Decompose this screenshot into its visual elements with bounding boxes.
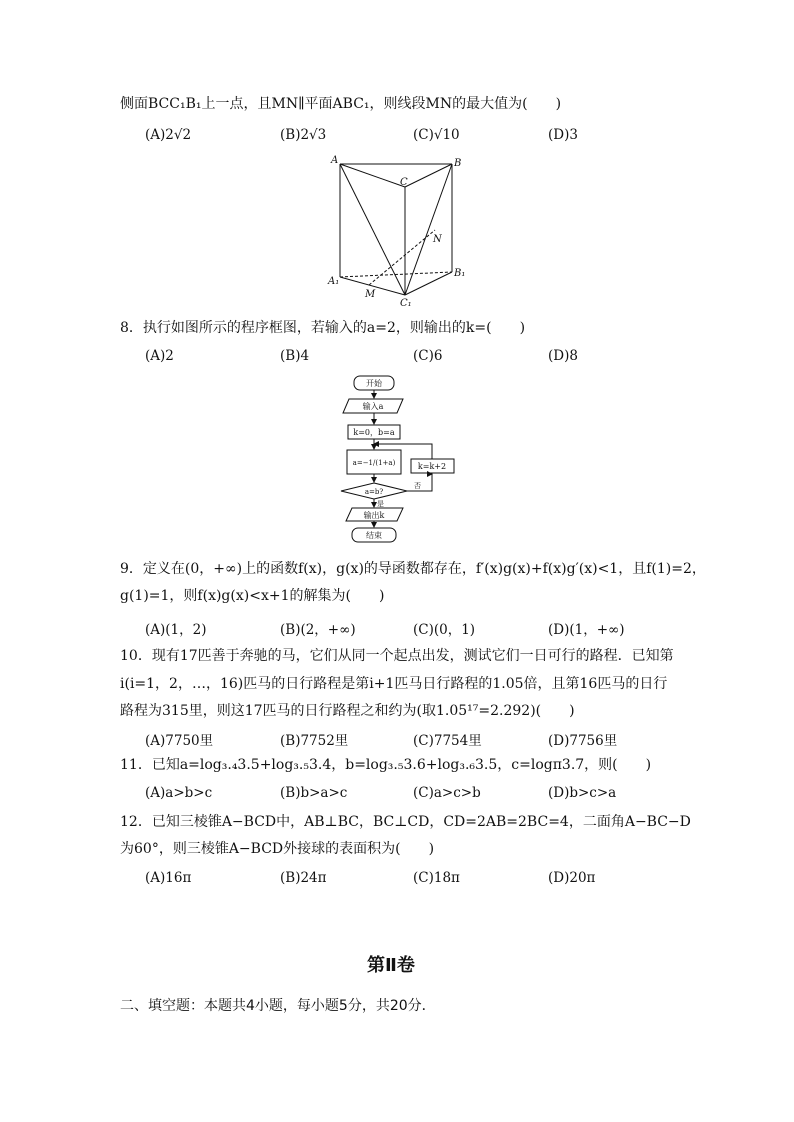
prism-figure bbox=[325, 152, 465, 312]
q12-option-c: (C)18π bbox=[413, 870, 460, 886]
q7-option-d: (D)3 bbox=[548, 127, 578, 143]
output-text: 输出k bbox=[363, 511, 385, 520]
yes-label: 是 bbox=[377, 500, 384, 508]
q9-option-b: (B)(2，+∞) bbox=[280, 622, 356, 638]
label-c: C bbox=[400, 177, 408, 188]
q7-option-a: (A)2√2 bbox=[145, 127, 192, 143]
label-a: A bbox=[331, 155, 339, 166]
q11-stem: 11．已知a=log₃.₄3.5+log₃.₅3.4，b=log₃.₅3.6+log₃.₆3.5，c=logπ3.7，则( ) bbox=[120, 757, 652, 773]
decision-text: a=b? bbox=[364, 488, 384, 496]
q10-option-a: (A)7750里 bbox=[145, 733, 214, 749]
q12-line1: 12．已知三棱锥A−BCD中，AB⊥BC，BC⊥CD，CD=2AB=2BC=4，二面角A−BC−D bbox=[120, 814, 691, 830]
label-m: M bbox=[365, 289, 376, 300]
q7-option-b: (B)2√3 bbox=[280, 127, 327, 143]
q12-option-a: (A)16π bbox=[145, 870, 192, 886]
q11-option-d: (D)b>c>a bbox=[548, 785, 617, 801]
q12-option-d: (D)20π bbox=[548, 870, 596, 886]
q8-option-d: (D)8 bbox=[548, 348, 578, 364]
q7-stem: 侧面BCC₁B₁上一点，且MN∥平面ABC₁，则线段MN的最大值为( ) bbox=[120, 96, 562, 112]
label-c1: C₁ bbox=[400, 298, 412, 309]
q10-line3: 路程为315里，则这17匹马的日行路程之和约为(取1.05¹⁷=2.292)( ) bbox=[120, 703, 575, 719]
label-n: N bbox=[433, 234, 442, 245]
end-text: 结束 bbox=[366, 531, 382, 540]
q9-option-c: (C)(0，1) bbox=[413, 622, 476, 638]
q9-line1: 9．定义在(0，+∞)上的函数f(x)，g(x)的导函数都存在，f′(x)g(x)+f(x)g′(x)<1，且f(1)=2， bbox=[120, 561, 706, 577]
q10-option-b: (B)7752里 bbox=[280, 733, 349, 749]
q9-option-a: (A)(1，2) bbox=[145, 622, 207, 638]
label-b: B bbox=[454, 158, 462, 169]
part2-title: 第Ⅱ卷 bbox=[367, 955, 415, 976]
q8-option-b: (B)4 bbox=[280, 348, 310, 364]
q7-option-c: (C)√10 bbox=[413, 127, 460, 143]
q9-line2: g(1)=1，则f(x)g(x)<x+1的解集为( ) bbox=[120, 588, 385, 604]
q10-line1: 10．现有17匹善于奔驰的马，它们从同一个起点出发，测试它们一日可行的路程．已知第 bbox=[120, 648, 674, 664]
q8-option-a: (A)2 bbox=[145, 348, 174, 364]
init-text: k=0，b=a bbox=[353, 428, 395, 437]
q11-option-b: (B)b>a>c bbox=[280, 785, 348, 801]
q11-option-c: (C)a>c>b bbox=[413, 785, 481, 801]
flowchart bbox=[335, 370, 465, 550]
q10-line2: i(i=1，2，…，16)匹马的日行路程是第i+1匹马日行路程的1.05倍，且第16匹马的日行 bbox=[120, 676, 668, 692]
section-fill-in-blank: 二、填空题：本题共4小题，每小题5分，共20分． bbox=[120, 998, 436, 1014]
increment-text: k=k+2 bbox=[417, 462, 447, 471]
no-label: 否 bbox=[414, 482, 421, 490]
start-text: 开始 bbox=[366, 379, 382, 388]
assign-text: a=−1/(1+a) bbox=[352, 459, 396, 467]
q10-option-c: (C)7754里 bbox=[413, 733, 482, 749]
q9-option-d: (D)(1，+∞) bbox=[548, 622, 625, 638]
q8-stem: 8．执行如图所示的程序框图，若输入的a=2，则输出的k=( ) bbox=[120, 320, 526, 336]
q12-line2: 为60°，则三棱锥A−BCD外接球的表面积为( ) bbox=[120, 841, 435, 857]
label-a1: A₁ bbox=[328, 276, 340, 287]
q12-option-b: (B)24π bbox=[280, 870, 327, 886]
input-text: 输入a bbox=[362, 402, 384, 411]
label-b1: B₁ bbox=[454, 268, 465, 279]
q8-option-c: (C)6 bbox=[413, 348, 443, 364]
q11-option-a: (A)a>b>c bbox=[145, 785, 213, 801]
q10-option-d: (D)7756里 bbox=[548, 733, 618, 749]
